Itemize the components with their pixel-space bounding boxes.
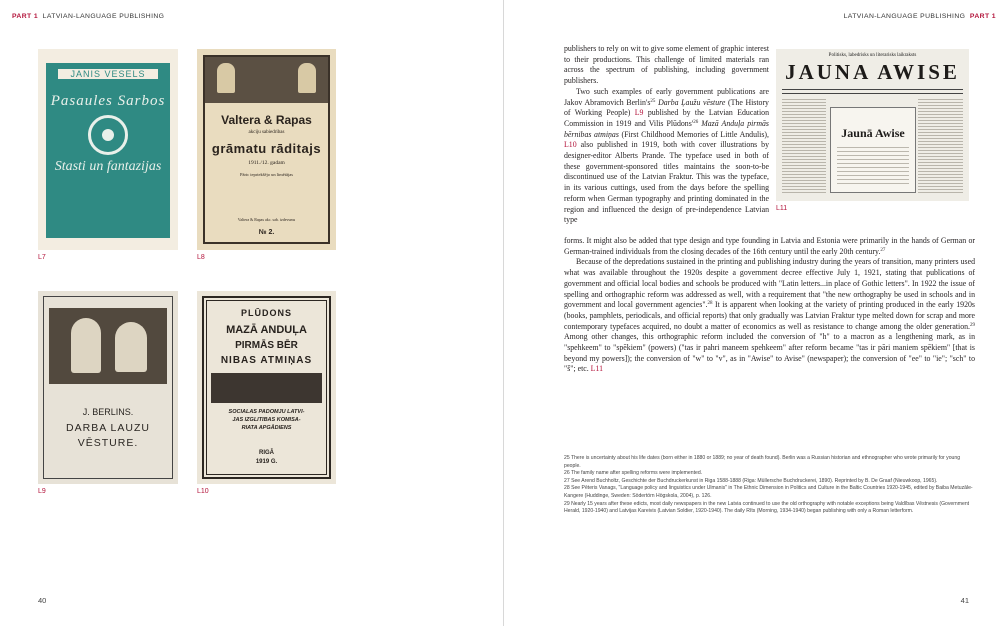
plate-l7-book-cover bbox=[38, 49, 178, 250]
newspaper-column bbox=[918, 97, 963, 195]
plate-label-l9: L9 bbox=[38, 488, 46, 495]
paragraph: publishers to rely on wit to give some element of graphic interest to their productions. This challenge of limited materials ran across the spectrum of publishing, including government publishers. bbox=[564, 44, 769, 86]
plate-label-l8: L8 bbox=[197, 254, 205, 261]
cover-line: 1919 G. bbox=[255, 459, 278, 465]
inset-title: Jaunā Awise bbox=[841, 126, 905, 140]
cover-line: Pārtc iepriekšējo un limētājas bbox=[239, 172, 294, 177]
cover-line: DARBA LAUZU bbox=[66, 422, 150, 434]
cover-line: akciju sabiedribas bbox=[248, 130, 285, 135]
plate-l11-newspaper bbox=[776, 49, 969, 201]
left-page bbox=[0, 0, 503, 626]
body-column-full bbox=[564, 236, 975, 375]
footnote-ref[interactable]: 28 bbox=[707, 301, 713, 307]
cover-title-line1: Pasaules Sarbos bbox=[50, 93, 166, 109]
plate-ref-l11[interactable]: L11 bbox=[590, 364, 604, 374]
part-label: PART 1 bbox=[969, 13, 996, 20]
plate-label-l11: L11 bbox=[776, 205, 788, 212]
footnote-ref[interactable]: 29 bbox=[970, 322, 975, 328]
ornament-band bbox=[211, 373, 322, 403]
cover-line: JAS IZGLITIBAS KOMISA- bbox=[232, 417, 301, 423]
footnote: 27 See Arend Buchholtz, Geschichte der Buchdruckerkunst in Riga 1588-1888 (Riga: Müllersche Buchdruckerei, 1890). Reprinted by B. De Graaf (Nieuwkoop, 1965). bbox=[564, 477, 938, 484]
masthead-rule bbox=[782, 93, 963, 94]
cover-line: RIATA APGĀDIENS bbox=[241, 425, 292, 431]
inset-front-page bbox=[830, 107, 916, 193]
plate-label-l7: L7 bbox=[38, 254, 46, 261]
cover-line: SOCIALAS PADOMJU LATVI- bbox=[228, 409, 305, 415]
cover-line: PLŪDONS bbox=[240, 308, 292, 318]
page-number-right: 41 bbox=[960, 596, 969, 605]
paragraph: forms. It might also be added that type design and type founding in Latvia and Estonia were primarily in the hands of German or German-trained individuals from the closing decades of the 16th century until the early 20th century.$^{27}$ bbox=[564, 236, 975, 256]
cover-line: Valtera & Rapas bbox=[221, 113, 312, 127]
cover-line: J. BERLINS. bbox=[82, 407, 134, 417]
footnote: 25 There is uncertainty about his life dates (born either in 1880 or 1889; no year of death found). Berlin was a Russian historian and ethnographer who wrote primarily for young people. bbox=[564, 455, 961, 469]
cover-line: № 2. bbox=[258, 229, 275, 236]
cover-author: JANIS VESELS bbox=[58, 69, 158, 79]
footnote-ref[interactable]: 26 bbox=[693, 119, 699, 125]
plate-label-l10: L10 bbox=[197, 488, 209, 495]
footnote-ref[interactable]: 27 bbox=[880, 247, 886, 253]
cover-line: NIBAS ATMIŅAS bbox=[220, 355, 313, 366]
masthead-title: JAUNA AWISE bbox=[785, 60, 960, 84]
footnote-ref[interactable]: 25 bbox=[650, 98, 656, 104]
ornament-wheel-icon bbox=[88, 115, 128, 155]
woodcut-illustration bbox=[49, 308, 167, 384]
cover-line: RIGĀ bbox=[259, 450, 274, 456]
cover-line: MAZĀ ANDUĻA bbox=[226, 324, 307, 336]
section-title: LATVIAN-LANGUAGE PUBLISHING bbox=[843, 13, 966, 20]
cover-line: 1911./12. gadam bbox=[248, 160, 285, 166]
cover-title-line2: Stasti un fantazijas bbox=[54, 159, 162, 174]
right-page bbox=[504, 0, 1007, 626]
running-head-left bbox=[12, 13, 164, 20]
page-number-left: 40 bbox=[38, 596, 47, 605]
footnote: 29 Nearly 15 years after these edicts, most daily newspapers in the new Latvia continued to use the old orthography with notable exceptions being Valdības Vēstnesis (Government Herald, 1920-1940) and Latvijas Kareivis (Latvian Soldier, 1920-1940). The daily Rīts (Morning, 1934-1940) began publishing with only a Roman letterform. bbox=[564, 500, 970, 515]
footnote: 28 See Pēteris Vanags, "Language policy and linguistics under Ulmanis" in The Ethnic Dimension in Politics and Culture in the Baltic Countries 1920-1945, edited by Baiba Metuzāle-Kangere (Huddinge, Sweden: Södertörn Högskola, 2004), p. 126. bbox=[564, 485, 973, 499]
body-column-narrow bbox=[564, 44, 769, 226]
cover-line: PIRMĀS BĒR bbox=[235, 340, 298, 351]
newspaper-column bbox=[782, 97, 826, 195]
footnotes bbox=[564, 455, 975, 516]
cover-line: grāmatu rāditajs bbox=[211, 141, 322, 156]
inset-text bbox=[837, 144, 909, 186]
plate-ref-l9[interactable]: L9 bbox=[634, 108, 644, 118]
plate-l8-catalogue-cover bbox=[197, 49, 336, 250]
footnote: 26 The family name after spelling reforms were implemented. bbox=[564, 470, 703, 477]
section-title: LATVIAN-LANGUAGE PUBLISHING bbox=[42, 13, 165, 20]
part-label: PART 1 bbox=[12, 13, 39, 20]
masthead-rule bbox=[782, 89, 963, 90]
running-head-right bbox=[844, 13, 996, 20]
plate-l9-book-cover bbox=[38, 291, 178, 484]
paragraph: Because of the depredations sustained in the printing and publishing industry during the years of transition, many printers used what was available throughout the 1920s despite a government decree effective July 1, 1921, stating that publications of government and official local bodies and schools be produced with "Latin letters...in place of Gothic letters". In 1922 the issue of spelling and orthographic reform was addressed as well, with a requirement that "the new orthography be used in schools and in government and local government agencies".$^{28}$ It is apparent when looking at the variety of printing produced in the early 1920s (books, pamphlets, periodicals, and official reports) that only gradually was Latvian Fraktur type melted down for scrap and more contemporary typefaces acquired, no doubt a matter of economics as well as resistance to change among the older generation.$^{29}$ Among other changes, this orthographic reform included the conversion of "h" to a macron as a lengthening mark, as in "spehkeem" to "spēkiem" (powers) ("tas ir pahri maneem spehkeem" after reform became "tas ir pāri maniem spēkiem" [that is beyond my powers]); the conversion of "w" to "v", as in "Awise" to Avise" (newspaper); the conversion of "ee" to "ie"; "sch" to "š"; etc. L11 bbox=[564, 257, 975, 374]
cover-line: VĒSTURE. bbox=[77, 437, 139, 449]
masthead-tagline: Politisks, labedrisks un literarisks laikraksts bbox=[828, 53, 917, 58]
paragraph: Two such examples of early government publications are Jakov Abramovich Berlin's$^{25}$ Darba Ļaužu vēsture (The History of Working People) L9 published by the Latvian Education Commission in 1919 and Vilis Plūdons'$^{26}$ Mazā Anduļa pirmās bērnibas atmiņas (First Childhood Memories of Little Andulis), L10 also published in 1919, both with cover illustrations by designer-editor Alberts Prande. The typeface used in both of these government-sponsored titles maintains the soon-to-be discontinued use of the Latvian Fraktur. This was the typeface, in its various cuttings, used from the days before the spelling reform when German typography and printing dominated in the region and influenced the design of pre-independence Latvian type bbox=[564, 86, 769, 225]
plate-ref-l10[interactable]: L10 bbox=[564, 140, 577, 150]
plate-l10-book-cover bbox=[197, 291, 336, 484]
cover-line: Valtera & Rapas akc. sab. izdevums bbox=[237, 217, 296, 222]
